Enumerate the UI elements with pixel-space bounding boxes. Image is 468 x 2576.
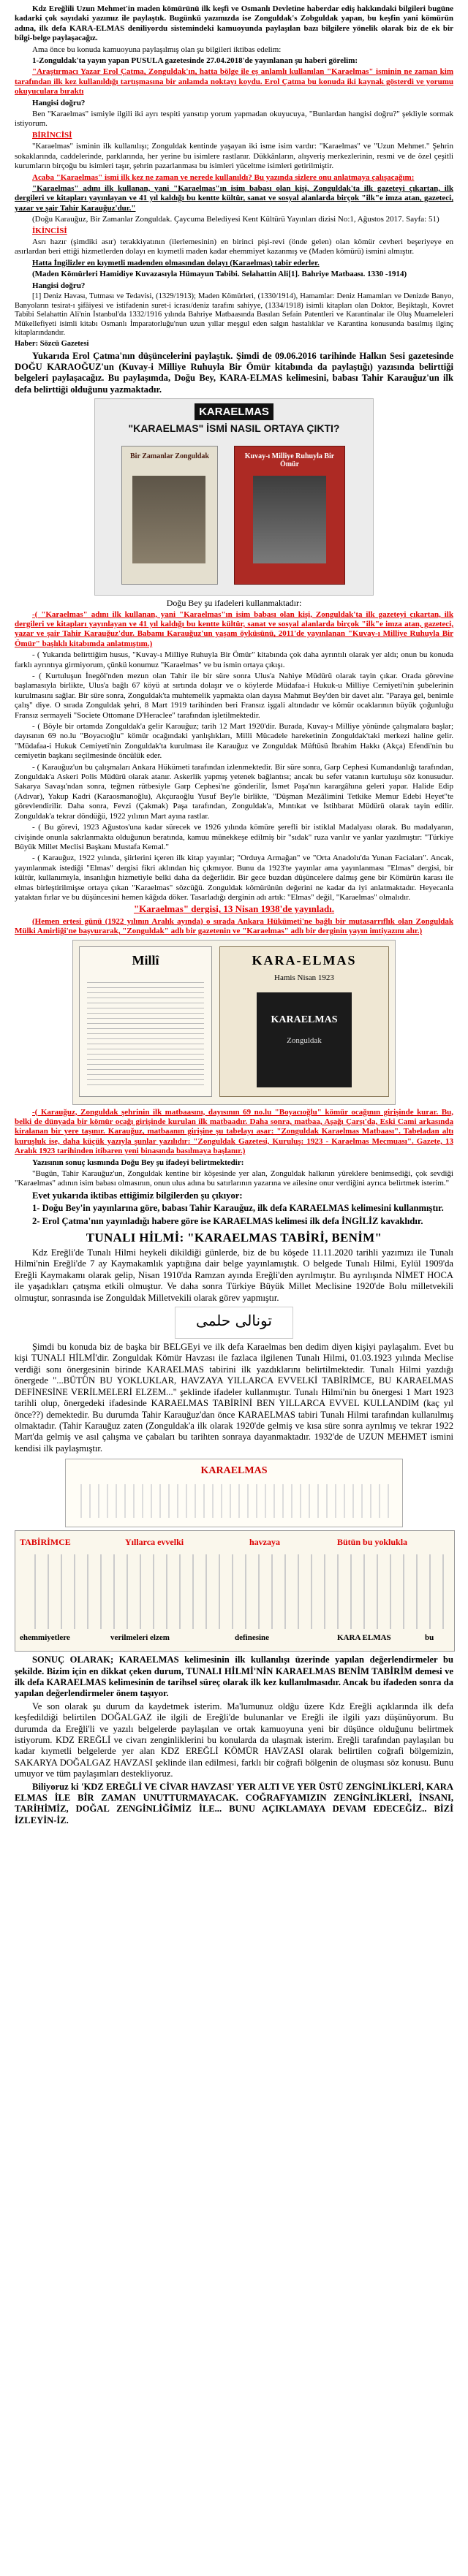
quote-3: - ( Kurtuluşun İnegöl'nden mezun olan Tahir ile bir süre sonra Ulus'a Nahiye Müdürü olarak tayin çıkar. Orada görevine başlamasıyla birlikte, Ulus'a bağlı 67 köyü at sırtında dolaşır ve o köylerde Müdafaa-i Hukuk-u Milliye Cemiyeti'nin şubelerinin kurulmasını sağlar. Bir süre sonra, Zonguldak'ta muhtemelik yapmakta olan dayısı Mahmut Bey'den bir davet alır. "Paraya gel, benimle çalış" diye. O sırada Zonguldak şehri, 8 Mart 1919 tarihinden beri Fransız işgali altındadır ve kömür ocaklarının büyük çoğunluğu Fransız sermayeli "Societe Ottomane D'Heraclee" tarafından işletilmektedir. <box>15 672 453 720</box>
newspaper-masthead <box>79 946 212 1097</box>
quote-8-heading <box>15 904 453 915</box>
quote-8-heading-text: "Karaelmas" dergisi, 13 Nisan 1938'de yayınladı. <box>133 903 335 915</box>
feature-headline: "KARAELMAS" İSMİ NASIL ORTAYA ÇIKTI? <box>128 422 340 435</box>
masthead-lines <box>87 978 204 1087</box>
quote-8-sub <box>15 917 453 937</box>
quote-5: - ( Karauğuz'un bu çalışmaları Ankara Hükümeti tarafından izlenmektedir. Bir süre sonra, Garp Cephesi Kumandanlığı tarafından, Zonguldak'a Askeri Polis Müdürü olarak atanır. Askerlik yapmış yetenek bağlantısı; ancak bu sefer vatanın kurtuluşu söz konusudur. Sakarya Savaşı'ndan sonra, teğmen rütbesiyle Garp Cephesi'ne gönderilir, İsmet Paşa'nın karargâhına geleri yapar. Halide Edip (Adıvar), Yakup Kadri (Karaosmanoğlu), Akçuraoğlu Yusuf Bey'le birlikte, "Düşman Mezâlimini Tetkike Memur Edebi Heyet"te görevlendirilir. Daha sonra, Fevzi (Çakmak) Paşa tarafından, Zonguldak'a, Mıntıkat ve İstihbarat Müdürü olarak tayin edilir. Zonguldak'a tekrar döndüğü, 1922 yılının Mart ayına rastlar. <box>15 762 453 821</box>
comparison-label-9: bu <box>425 1633 434 1643</box>
birinci-body: "Karaelmas" isminin ilk kullanılışı; Zonguldak kentinde yaşayan iki isme isim vardır: "Karaelmas" ve "Uzun Mehmet." Şehrin sokaklarında, caddelerinde, parklarında, her yerine bu isimlere rastlanır. Dükkânların, alışveriş merkezlerinin, resmi ve de özel çeşitli kurumların birçoğu bu isimleri taşır, şehrin pazarlanması bu isimleri yüceltme isimleri getirilmiştir. <box>15 142 453 171</box>
tunali-signature: تونالی حلمی <box>196 1312 272 1330</box>
ikinci-heading: İKİNCİSİ <box>32 226 67 235</box>
final-paragraph: Ve son olarak şu durum da kaydetmek isterim. Ma'lumunuz oldğu üzere Kdz Ereğli açıklarında ilk defa keşfedildiği belirtilen DOĞALGAZ ile ilgili de Ereğli'de bulunanlar ve Ereğli ile ilgili yazı düşünüyorum. Bu durumda da Ereğli'li ve yazılı belgelerde paylaşılan ve ortak kamuoyuna yeni bir düşünce olduğunu belirtmek istiyorum. KDZ EREĞLİ ve civarı zenginliklerini bu konularda da ulaşmak isterim. Ereğli tarafından paylaşılan bu kadar kıymetli belgelerde yer alan KDZ EREĞLİ KÖMÜR HAVZASI olarak belirtilen coğrafi bölgemizin, SAKARYA DOĞALGAZ HAVZASI şeklinde ilan edilmesi, farklı bir coğrafi bölgenin de oluşması söz konusu. Bunu umuyor ve tüm paylaşımları destekliyoruz. <box>15 1701 453 1779</box>
summary-b: 1- Doğu Bey'in yayınlarına göre, babası Tahir Karauğuz, ilk defa KARAELMAS kelimesini kullanmıştır. <box>32 1203 444 1214</box>
comparison-label-2: Yıllarca evvelki <box>125 1537 184 1548</box>
author-note: Yukarıda Erol Çatma'nın düşüncelerini paylaştık. Şimdi de 09.06.2016 tarihinde Halkın Sesi gazetesinde DOĞU KARAOĞUZ'un (Kuvay-i Milliye Ruhuyla Bir Ömür kitabında da paylaştığı) yazısında belirttiği belgeleri paylaşacağız. Bu paylaşımda, Doğu Bey, KARA-ELMAS kelimesini, babası Tahir Karauğuz'un ilk defa belirttiği olduğunu yazmaktadır. <box>15 350 453 395</box>
image1-caption: Doğu Bey şu ifadeleri kullanmaktadır: <box>166 598 302 609</box>
quote-9 <box>15 1108 453 1157</box>
birinci-quote <box>15 184 453 213</box>
comparison-label-3: havzaya <box>249 1537 280 1548</box>
intro-paragraph: Kdz Ereğlili Uzun Mehmet'in maden kömürünü ilk keşfi ve Osmanlı Devletine haberdar ediş hakkındaki bilgileri bugüne kadarki çok sayıdaki yazımız ile paylaştık. Bugünkü yazımızda ise Zonguldak's Zobguldak yapan, bu keşfin yani kömürün adına, ilk defa KARA-ELMAS deniliyordu sistemindeki kamuoyunda paylaşılan bazı bilgilere yönelik olarak biz de ek bir bilgi-belge paylaşacağız. <box>15 4 453 43</box>
quote-8-sub-text: (Hemen ertesi günü (1922 yılının Aralık ayında) o sırada Ankara Hükümeti'ne bağlı bir mutasarrıflık olan Zonguldak Mülki Amirliği'ne başvurarak, "Zonguldak" adlı bir gazetenin ve "Karaelmas" adlı bir derginin yayın imtiyazını alır.) <box>15 916 453 936</box>
quote-7: - ( Karauğuz, 1922 yılında, şiirlerini içeren ilk kitap yayınlar; "Orduya Armağan" ve "Orta Anadolu'da Yunan Faciaları". Ancak, yayınlanmak istediği "Elmas" dergisi fikri aklından hiç çıkmıyor. Bunu da 1923'te yayınlar ama yayınlanması "Elmas" dergisi, bir kültür, kullanımıyla, insanlığın hizmetiyle belki daha da değerlidir. Bir gece buzdan düşüncelere dalmış gene bir Kömürün karası ile elmas birleştirilmişse ortaya çıkan "Karaelmas" sözcüğü. Zonguldak kömürünün değerini ne kadar da iyi anlatmaktadır. Heyecanla yataktan fırlar ve bu düşüncesini hemen kâğıda döker. Tasarladığı derginin adı artık: "Elmas" değil, "Karaelmas" olmalıdır. <box>15 854 453 902</box>
question-body: Ben "Karaelmas" ismiyle ilgili iki ayrı tespiti yansıtıp yorum yapmadan okuyucuya, "Bunlardan hangisi doğru?" şekliyle sormak istiyorum. <box>15 110 453 129</box>
book-cover-b <box>234 446 345 585</box>
clip-handwriting <box>73 1484 395 1518</box>
comparison-image <box>15 1530 455 1652</box>
book-a-title: Bir Zamanlar Zonguldak <box>130 452 209 461</box>
ikinci-question: Hangisi doğru? <box>32 281 86 290</box>
magazine-title: KARA-ELMAS <box>252 952 357 968</box>
karaelmas-document-clip <box>65 1459 403 1527</box>
karaelmas-badge: KARAELMAS <box>195 403 273 420</box>
quote-4: - ( Böyle bir ortamda Zonguldak'a gelir Karauğuz; tarih 12 Mart 1920'dir. Burada, Kuvay-ı Milliye yönünde çalışmalara başlar; dayısının 69 no.lu "Boyacıoğlu" kömür ocağındaki yanlışlıkları, Milli Mücadele hareketinin Zonguldak'taki merkezi haline gelir. "Müdafaa-i Hukuk Cemiyeti'nin Zonguldak'ta kurulması ile Karauğuz ve Zonguldak Müftüsü İbrahim Hakkı (Akça) Efendi'nin bu cemiyetin başkanı seçilmesinde öncülük eder. <box>15 722 453 761</box>
ikinci-quote <box>15 259 453 268</box>
article <box>7 0 461 1826</box>
comparison-label-1: TABİRİMCE <box>20 1537 71 1548</box>
birinci-question <box>15 173 453 183</box>
book-b-photo <box>253 476 326 563</box>
summary-c: 2- Erol Çatma'nın yayınladığı habere göre ise KARAELMAS kelimesi ilk defa İNGİLİZ kavaklıdır. <box>32 1215 423 1226</box>
tunali-signature-image <box>175 1307 293 1339</box>
tunali-body: Kdz Ereğli'de Tunalı Hilmi heykeli dikildiği günlerde, biz de bu köşede 11.11.2020 tarihli yazımızı ile Tunalı Hilmi'nin Ereğli'de 7 ay Kaymakamlık yaptığına dair belge yayınlamıştık. O belgede Tunalı Hilmi, Eylül 1909'da Ereğli Kaymakamı olarak gelip, Nisan 1910'da Ramzan ayında Ereğli'den ayrılmıştır. Bu ayrılışında NİMET HOCA ile yaşadıkları çatışma etkili olmuştur. Ve daha sonra Türkiye Büyük Millet Meclisine 1920'de Bolu milletvekili olmuştur, sonrasında ise Zonguldak Milletvekili olarak görev yapmıştır. <box>15 1247 453 1303</box>
book-a-photo <box>132 476 205 563</box>
book-b-title: Kuvay-ı Milliye Ruhuyla Bir Ömür <box>244 452 335 469</box>
question-heading: Hangisi doğru? <box>32 98 86 107</box>
quote-2: - ( Yukarıda belirttiğim husus, "Kuvay-ı Milliye Ruhuyla Bir Ömür" kitabında çok daha ayrıntılı olarak yer aldı; onun bu konuda farklı ayrıntıya girmiyorum, çünkü konumuz "Karaelmas" ve bu ismin ortaya çıkışı. <box>15 650 453 669</box>
pusula-quote: "Araştırmacı Yazar Erol Çatma, Zonguldak'ın, hatta bölge ile eş anlamlı kullanılan "Karaelmas" isminin ne zaman kim tarafından ilk kez kullanıldığı tartışmasına bir anlamda noktayı koydu. Erol Çatma bu konuda iki kaynak gösterdi ve yorumu okuyuculara bıraktı <box>15 67 453 96</box>
quote-10: Yazısının sonuç kısmında Doğu Bey şu ifadeyi belirtmektedir: <box>32 1158 244 1167</box>
birinci-quote-text: "Karaelmas" adını ilk kullanan, yani "Karaelmas"ın isim babası olan kişi, Zonguldak'ta ilk gazeteyi çıkartan, ilk dergileri ve kitapları yayınlayan ve 41 yıl kaldığı bu kentte kültür, sanat ve sosyal alanlarda birçok "ilk"e imza atan, gazeteci, yazar ve şair Tahir Karauğuz'dur." <box>15 183 453 213</box>
summary-a: Evet yukarıda iktibas ettiğimiz bilgilerden şu çıkıyor: <box>32 1190 243 1201</box>
quote-1 <box>15 610 453 650</box>
pusula-body <box>15 67 453 96</box>
quote-1-text: -( "Karaelmas" adını ilk kullanan, yani "Karaelmas"ın isim babası olan kişi, Zonguldak'ta ilk gazeteyi çıkartan, ilk dergileri ve kitapları yayınlayan ve 41 yıl kaldığı bu kentte kültür, sanat ve sosyal alanlarda birçok "ilk"e imza atan, gazeteci, yazar ve şair Tahir Karauğuz'dur. Babamı Karauğuz'un yaşam öyküsünü, 2011'de yayınlanan "Kuvay-ı Milliye Ruhuyla Bir Ömür" başlıklı kitabımda anlatmıştım.) <box>15 609 453 648</box>
comparison-label-6: verilmeleri elzem <box>110 1633 170 1643</box>
lead-text: Ama önce bu konuda kamuoyuna paylaşılmış olan şu bilgileri iktibas edelim: <box>32 45 282 54</box>
quote-6: - ( Bu görevi, 1923 Ağustos'una kadar sürecek ve 1926 yılında kömüre şerefli bir istiklal Madalyası olarak. Bu madalyanın, civişinde onunla sakrlanmakta olduğunun beratında, kamuu münekkeşe edilmiş bir "sıdak" ruza varılır ve yanlar yazılmıştır: "Türkiye Büyük Millet Meclisi Başkanı Mustafa Kemal." <box>15 823 453 851</box>
ikinci-quote-text: Hatta İngilizler en kıymetli madenden olmasından dolayı (Karaelmas) tabir ederler. <box>32 258 320 267</box>
birinci-source: (Doğu Karauğuz, Bir Zamanlar Zonguldak. Çaycuma Belediyesi Kent Kültürü Yayınları dizisi No:1, Ağustos 2017. Sayfa: 51) <box>32 215 439 224</box>
magazine-cover-inner <box>257 992 352 1087</box>
quote-10-body: "Bugün, Tahir Karauğuz'un, Zonguldak kentine bir köşesinde yer alan, Zonguldak halkının yüreklere benimsediği, çok sevdiği "Karaelmas" adının isim babası olmasının, onun ulus adına bu satırlarının yazarına ve ailesine onur verdiğini ayrıca belirtmek isterim." <box>15 1169 453 1188</box>
source-line <box>15 340 453 349</box>
masthead-flag: Millî <box>132 952 159 968</box>
source-label: Haber: Sözcü Gazetesi <box>15 339 89 348</box>
section-title-tunali: TUNALI HİLMİ: "KARAELMAS TABİRİ, BENİM" <box>86 1231 382 1245</box>
comparison-label-7: definesine <box>235 1633 270 1643</box>
quote-9-text: -( Karauğuz, Zonguldak şehrinin ilk matbaasını, dayısının 69 no.lu "Boyacıoğlu" kömür ocağının girişinde kurar. Bu, belki de dünyada bir kömür ocağı girişinde kurulan ilk matbaadır. Daha sonra, matbaa, Aşağı Çarşı'da, Eski Cami arkasında kiralanan bir yere taşınır. Karauğuz, matbaanın girişine şu tabelayı asar: "Zonguldak Karaelmas Matbaası". Tabeladan altı kuruşluk ise, daha küçük yazıyla şunlar yazılıdır: "Zonguldak Gazetesi, Kuruluş: 1923 - Karaelmas Mecmuası". Gazete, 13 Aralık 1923 tarihinden itibaren yeni binasında basılmaya başlanır.) <box>15 1107 453 1156</box>
magazine-cover <box>219 946 389 1097</box>
ikinci-source: (Maden Kömürleri Hamidiye Kuvazasıyla Hümayun Tabibi. Selahattin Ali[1]. Bahriye Matbaası. 1330 -1914) <box>32 270 407 279</box>
closing-paragraph: Biliyoruz ki 'KDZ EREĞLİ VE CİVAR HAVZASI' YER ALTI VE YER ÜSTÜ ZENGİNLİKLERİ, KARA ELMAS İLE BİR ZAMAN UNUTTURMAYACAK. COĞRAFYAMIZIN ZENGİNLİKLERİ, İNSANI, TARİHİMİZ, DOĞAL ZENGİNLİĞİMİZ İLE... BUNU AÇIKLAMAYA DEVAM EDECEĞİZ.. BİZİ İZLEYİN-İZ. <box>15 1781 453 1825</box>
karaelmas-title-banner <box>95 403 373 420</box>
footnote: [1] Deniz Havası, Tutması ve Tedavisi, (1329/1913); Maden Kömürleri, (1330/1914), Hamamlar: Deniz Hamamları ve Denizde Banyo, Banyoların tesirat-ı şifâiyesi ve istifadenin suret-i icrası/deniz tarafını sahiyye, (1334/1918) isimli kitapları olan Doktor, Beşiktaşlı, Kovret Tabibi Selahattin Ali'nin İstanbul'da 1332/1916 yılında Bahriye Matbaasında Basılan Sefain Patentleri ve Karantinalar ile Oluş Muameleleri Mükellefiyeti isimli kitabı Osmanlı İmparatorluğu'nun uzun yıllar meşgul eden salgın hastalıklar ve Karantina konusunda basılmış ilginç kitaplarındandır. <box>15 292 453 338</box>
tunali-body-2: Şimdi bu konuda biz de başka bir BELGEyi ve ilk defa Karaelmas ben dedim diyen kişiyi paylaşalım. Evet bu kişi TUNALI HİLMİ'dir. Zonguldak Kömür Havzası ile fazlaca ilgilenen Tunalı Hilmi, 01.03.1923 yılında Meclise verdiği sonı önergesinin birinde KARAELMAS tabirini ilk yazdıklarını belirtilmektedir. Tunalı Hilmi yazdığı önergede "...BÜTÜN BU YOKLUKLAR, HAVZAYA YILLARCA EVVELKİ TABİRİMCE, BU KARAELMAS DEFİNESİNE VERİLMELERİ ELZEM..." şeklinde ifadeler kullanmıştır. Tunalı Hilmi'nin bu önergesi 1 Mart 1923 tarihli olup, önergedeki ifadesinde KARAELMAS TABİRİNİ BEN YILLARCA EVVEL KULLANDIM (kaç yıl önce??) demektedir. Bu durumda Tahir Karauğuz'dan önce KARAELMAS tabiri Tunalı Hilmi tarafından kullanılmış olmaktadır. (Tahir Karauğuz zaten (Zonguldak'a ilk olarak 1920'de gelmiş ve kısa süre sonra ayrılmış ve tekrar 1922 Mart'da gelmiş ve asıl çalışma ve çabaları bu tarihten sonraya dayanmaktadır. 1932'de de UZUN MEHMET ismini kendisi ilk paylaşmıştır. <box>15 1342 453 1454</box>
ikinci-body: Asrı hazır (şimdiki asır) terakkiyatının (ilerlemesinin) en birinci pişi-revi (önde gelen) olan kömür cevheri beşeriyeye en asırlardan beri ettiği hizmetlerden dolayı en kıymetli maden kadar ehemmiyet kazanmış ve (Maden kömürü) ismini almıştır. <box>15 237 453 257</box>
magazine-date: Hamis Nisan 1923 <box>274 973 334 982</box>
comparison-label-4: Bütün bu yoklukla <box>337 1537 408 1548</box>
clip-word: KARAELMAS <box>200 1465 268 1477</box>
comparison-label-8: KARA ELMAS <box>337 1633 391 1643</box>
magazine-cover-sub: Zonguldak <box>287 1036 322 1045</box>
book-cover-a <box>121 446 218 585</box>
pusula-heading: 1-Zonguldak'ta yayın yapan PUSULA gazetesinde 27.04.2018'de yayınlanan şu haberi görelim: <box>32 56 358 66</box>
birinci-question-text: Acaba "Karaelmas" ismi ilk kez ne zaman ve nerede kullanıldı? Bu yazında sizlere onu anlatmaya çalışacağım: <box>32 172 415 182</box>
conclusion-paragraph: SONUÇ OLARAK; KARAELMAS kelimesinin ilk kullanılışı üzerinde yapılan değerlendirmeler bu şekilde. Bizim için en dikkat çeken durum, TUNALI HİLMİ'NİN KARAELMAS BENİM TABİRİM demesi ve ilk defa KARAELMAS kelimesinin de tarihsel süreç olarak ilk kez kullanılmasıdır. Ancak bu ifadeden sonra da yapılan değerlendirmeler önem taşıyor. <box>15 1654 453 1699</box>
magazine-cover-word: KARAELMAS <box>271 1014 338 1025</box>
karaelmas-magazine-image <box>72 940 396 1105</box>
karaelmas-feature-image <box>94 398 374 596</box>
comparison-label-5: ehemmiyetlere <box>20 1633 70 1643</box>
birinci-heading: BİRİNCİSİ <box>32 130 72 140</box>
comparison-handwriting <box>23 1554 447 1629</box>
